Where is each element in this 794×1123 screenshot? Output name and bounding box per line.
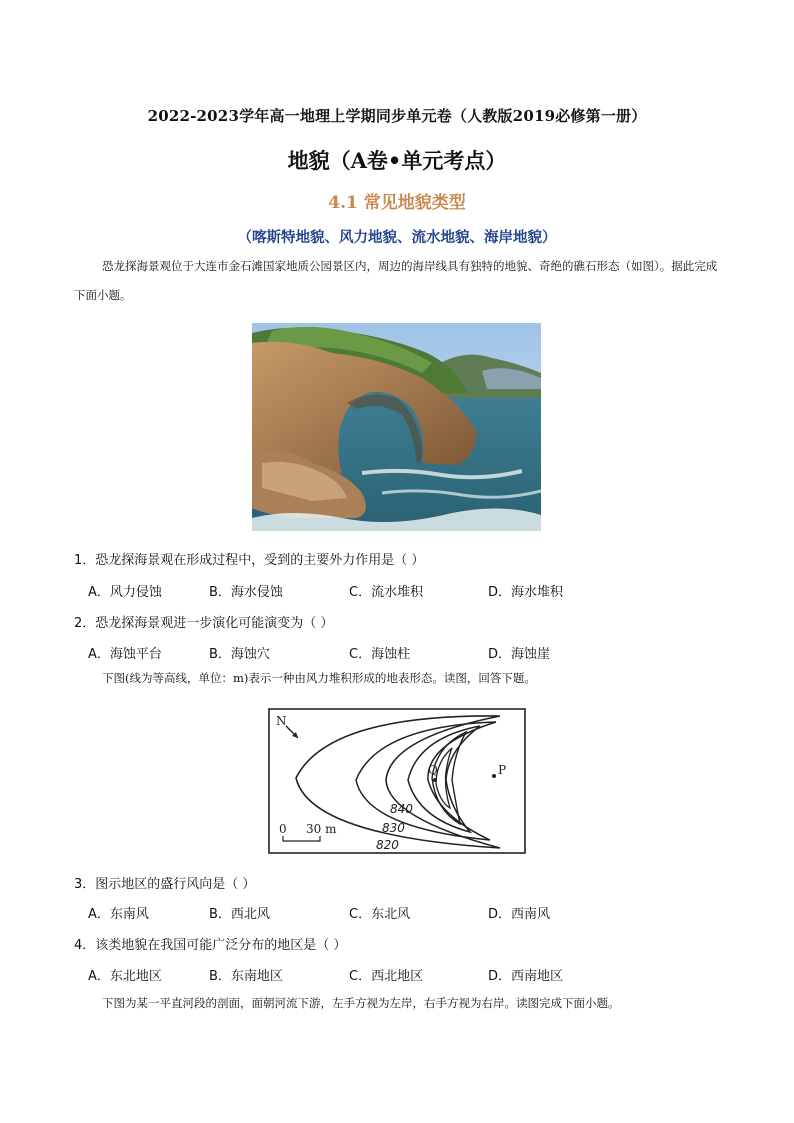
question-2-stem: 2．恐龙探海景观进一步演化可能演变为（ ） — [74, 616, 334, 631]
north-label: N — [276, 714, 287, 728]
question-3-option-d[interactable]: D．西南风 — [488, 907, 551, 922]
contour-label-820: 820 — [376, 838, 399, 852]
intro-paragraph-2: 下图(线为等高线，单位：m)表示一种由风力堆积形成的地表形态。读图，回答下题。 — [102, 671, 536, 685]
question-1-option-a[interactable]: A．风力侵蚀 — [88, 585, 162, 600]
question-2-option-b[interactable]: B．海蚀穴 — [209, 647, 270, 662]
question-1-option-b[interactable]: B．海水侵蚀 — [209, 585, 283, 600]
question-2-option-d[interactable]: D．海蚀崖 — [488, 647, 551, 662]
question-4-option-d[interactable]: D．西南地区 — [488, 969, 564, 984]
intro-paragraph-1: 恐龙探海景观位于大连市金石滩国家地质公园景区内，周边的海岸线具有独特的地貌、奇绝的礁石形态（如图）。据此完成下面小题。 — [74, 259, 718, 302]
question-4-stem: 4．该类地貌在我国可能广泛分布的地区是（ ） — [74, 938, 347, 953]
section-title: 4.1 常见地貌类型 — [328, 193, 466, 213]
question-1-stem: 1．恐龙探海景观在形成过程中，受到的主要外力作用是（ ） — [74, 553, 425, 568]
question-3-stem: 3．图示地区的盛行风向是（ ） — [74, 877, 256, 892]
paper-title: 2022-2023学年高一地理上学期同步单元卷（人教版2019必修第一册） — [147, 107, 647, 125]
question-4-option-b[interactable]: B．东南地区 — [209, 969, 283, 984]
question-1-option-c[interactable]: C．流水堆积 — [349, 585, 424, 600]
question-3-option-c[interactable]: C．东北风 — [349, 907, 411, 922]
section-subtitle: （喀斯特地貌、风力地貌、流水地貌、海岸地貌） — [237, 229, 557, 246]
question-2-option-a[interactable]: A．海蚀平台 — [88, 647, 162, 662]
contour-label-830: 830 — [382, 821, 405, 835]
contour-map — [268, 708, 526, 854]
question-3-option-a[interactable]: A．东南风 — [88, 907, 149, 922]
question-4-option-c[interactable]: C．西北地区 — [349, 969, 424, 984]
question-2-option-c[interactable]: C．海蚀柱 — [349, 647, 411, 662]
question-4-option-a[interactable]: A．东北地区 — [88, 969, 162, 984]
scale-zero-label: 0 — [279, 822, 287, 836]
sea-arch-photo — [252, 323, 541, 531]
question-3-option-b[interactable]: B．西北风 — [209, 907, 270, 922]
intro-paragraph-3: 下图为某一平直河段的剖面，面朝河流下游，左手方视为左岸，右手方视为右岸。读图完成下面小题。 — [102, 996, 620, 1010]
contour-label-840: 840 — [390, 802, 413, 816]
question-1-option-d[interactable]: D．海水堆积 — [488, 585, 564, 600]
scale-value-label: 30 m — [306, 822, 337, 836]
point-p-label: P — [498, 763, 507, 777]
point-q-label: Q — [428, 763, 438, 777]
unit-title: 地貌（A卷•单元考点） — [287, 148, 507, 173]
